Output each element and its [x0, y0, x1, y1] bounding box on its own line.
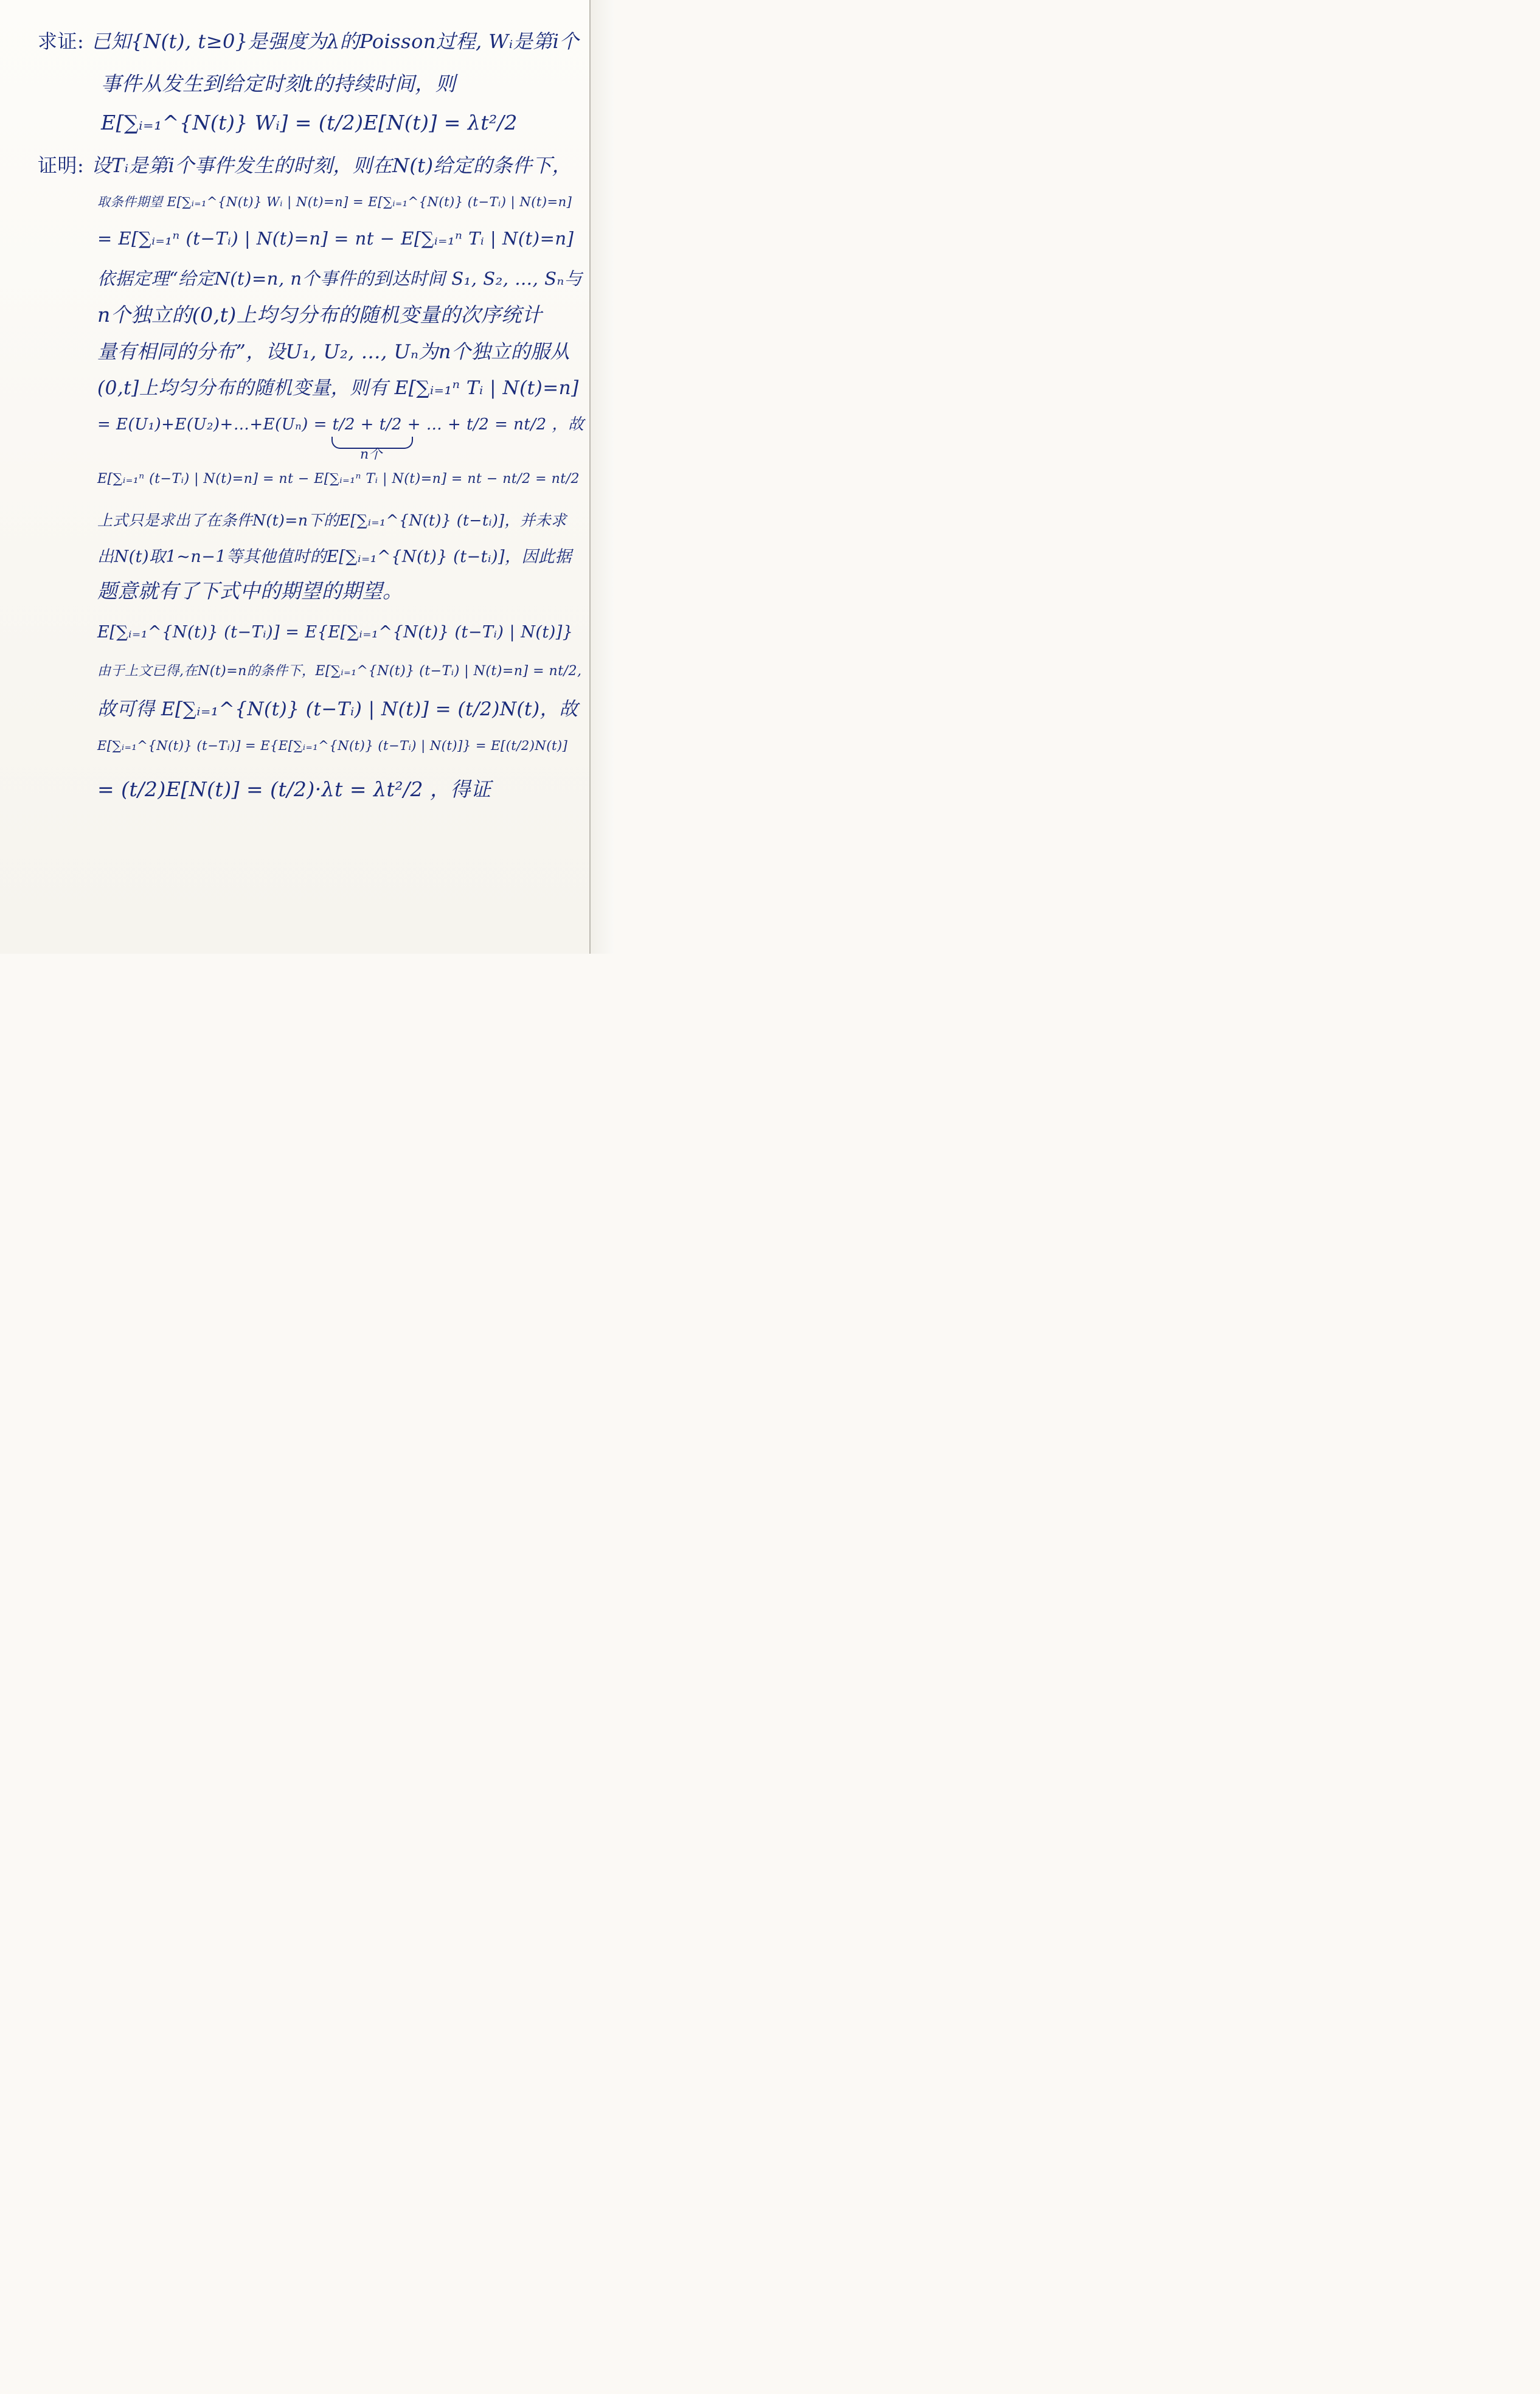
proof-line-9: E[∑ᵢ₌₁ⁿ (t−Tᵢ) | N(t)=n] = nt − E[∑ᵢ₌₁ⁿ Tᵢ | N(t)=n] = nt − nt/2 = nt/2	[97, 471, 580, 487]
proof-line-6: 量有相同的分布”，设U₁, U₂, …, Uₙ为n个独立的服从	[97, 340, 571, 363]
proof-line-16: E[∑ᵢ₌₁^{N(t)} (t−Tᵢ)] = E{E[∑ᵢ₌₁^{N(t)} (t−Tᵢ) | N(t)]} = E[(t/2)N(t)]	[97, 738, 568, 753]
proof-line-11: 出N(t)取1~n−1等其他值时的E[∑ᵢ₌₁^{N(t)} (t−tᵢ)]，因此据	[97, 547, 572, 566]
prove-label: 求证:	[38, 30, 85, 53]
proof-line-17: = (t/2)E[N(t)] = (t/2)·λt = λt²/2 ，得证	[97, 777, 491, 801]
proof-line-5: n个独立的(0,t)上均匀分布的随机变量的次序统计	[97, 303, 543, 327]
proof-line-8: = E(U₁)+E(U₂)+…+E(Uₙ) = t/2 + t/2 + … + t/2 = nt/2 ，故	[97, 415, 584, 434]
proof-line-13: E[∑ᵢ₌₁^{N(t)} (t−Tᵢ)] = E{E[∑ᵢ₌₁^{N(t)} (t−Tᵢ) | N(t)]}	[97, 623, 574, 642]
proof-text-1: 设Tᵢ是第i个事件发生的时刻，则在N(t)给定的条件下，	[91, 154, 572, 177]
statement-line-3: E[∑ᵢ₌₁^{N(t)} Wᵢ] = (t/2)E[N(t)] = λt²/2	[101, 111, 518, 134]
proof-line-2: 取条件期望 E[∑ᵢ₌₁^{N(t)} Wᵢ | N(t)=n] = E[∑ᵢ₌₁^{N(t)} (t−Tᵢ) | N(t)=n]	[97, 195, 572, 209]
proof-line-12: 题意就有了下式中的期望的期望。	[97, 579, 403, 603]
proof-line-7: (0,t]上均匀分布的随机变量，则有 E[∑ᵢ₌₁ⁿ Tᵢ | N(t)=n]	[97, 377, 579, 399]
proof-label: 证明:	[38, 154, 85, 177]
proof-line-1	[38, 152, 572, 179]
proof-line-10: 上式只是求出了在条件N(t)=n下的E[∑ᵢ₌₁^{N(t)} (t−tᵢ)]，并未求	[97, 512, 567, 529]
proof-line-15: 故可得 E[∑ᵢ₌₁^{N(t)} (t−Tᵢ) | N(t)] = (t/2)N(t)，故	[97, 698, 578, 720]
statement-line-1	[38, 28, 579, 55]
page-edge-shade	[591, 0, 614, 954]
proof-line-3: = E[∑ᵢ₌₁ⁿ (t−Tᵢ) | N(t)=n] = nt − E[∑ᵢ₌₁ⁿ Tᵢ | N(t)=n]	[97, 228, 574, 249]
proof-line-14: 由于上文已得,在N(t)=n的条件下，E[∑ᵢ₌₁^{N(t)} (t−Tᵢ) | N(t)=n] = nt/2,	[97, 664, 582, 679]
statement-text-1: 已知{N(t), t≥0}是强度为λ的Poisson过程, Wᵢ是第i个	[91, 30, 579, 53]
brace-note: n个	[360, 447, 383, 462]
statement-line-2: 事件从发生到给定时刻t的持续时间，则	[101, 72, 456, 95]
page-edge-line	[589, 0, 591, 954]
proof-line-4: 依据定理“给定N(t)=n, n个事件的到达时间 S₁, S₂, …, Sₙ与	[97, 268, 583, 289]
